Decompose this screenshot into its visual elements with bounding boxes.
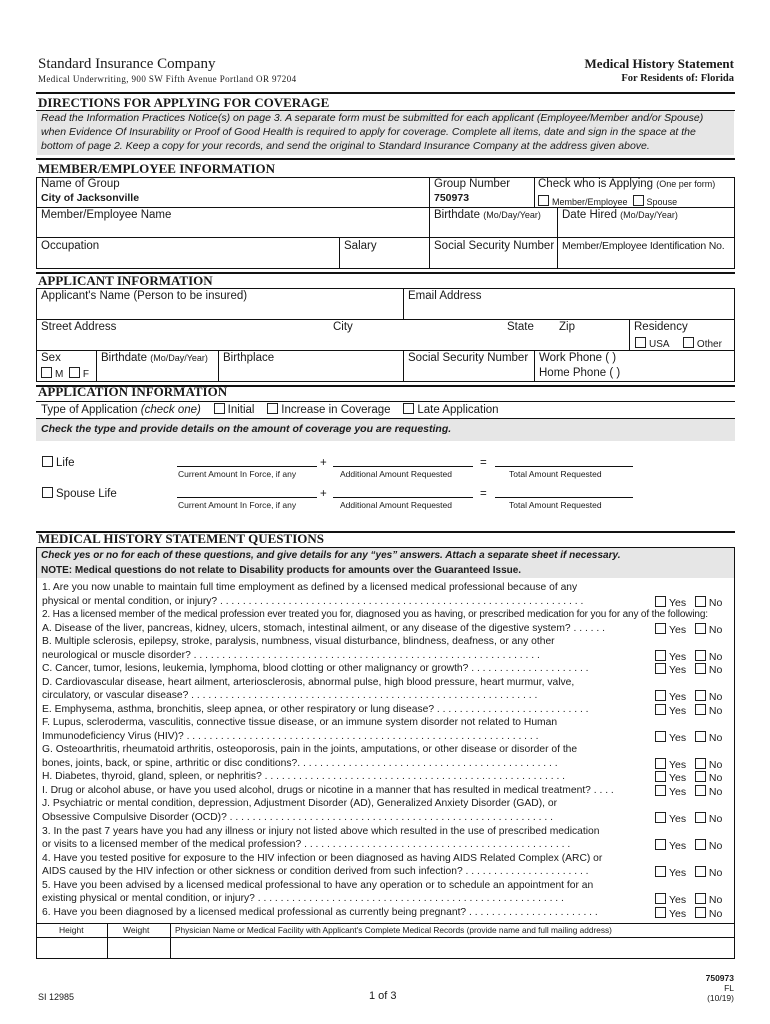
weight-field[interactable] bbox=[108, 938, 170, 958]
female-option: F bbox=[82, 369, 90, 380]
spouse-total-field[interactable] bbox=[495, 497, 633, 498]
yes-label: Yes bbox=[669, 813, 687, 825]
question-line: G. Osteoarthritis, rheumatoid arthritis, osteoporosis, pain in the joints, amputations, or other disease or disorder of the bbox=[42, 744, 578, 755]
date-hired-format: (Mo/Day/Year) bbox=[620, 210, 678, 220]
yes-no-group bbox=[655, 650, 722, 663]
no-label: No bbox=[708, 786, 723, 798]
row-line bbox=[36, 923, 735, 924]
directions-line: Read the Information Practices Notice(s) on page 3. A separate form must be submitted for each applicant (Employee/Member and/or Spouse) bbox=[41, 112, 704, 124]
group-name-label: Name of Group bbox=[41, 178, 120, 190]
yes-no-group bbox=[655, 623, 722, 636]
row-line bbox=[36, 401, 735, 402]
weight-label: Weight bbox=[123, 925, 150, 935]
medical-section-title: MEDICAL HISTORY STATEMENT QUESTIONS bbox=[38, 531, 324, 546]
yes-no-group bbox=[655, 893, 722, 906]
check-who-note: (One per form) bbox=[656, 179, 716, 189]
spouse-additional-field[interactable] bbox=[333, 497, 473, 498]
row-line bbox=[36, 350, 735, 351]
yes-label: Yes bbox=[669, 840, 687, 852]
male-option: M bbox=[55, 369, 64, 380]
yes-label: Yes bbox=[669, 664, 687, 676]
member-info-box bbox=[36, 177, 735, 269]
col-line bbox=[339, 237, 340, 269]
yes-checkbox[interactable] bbox=[655, 731, 666, 742]
member-employee-checkbox[interactable] bbox=[538, 195, 549, 206]
no-label: No bbox=[708, 691, 723, 703]
spouse-current-field[interactable] bbox=[177, 497, 317, 498]
male-checkbox[interactable] bbox=[41, 367, 52, 378]
question-line: 2. Has a licensed member of the medical profession ever treated you for, diagnosed you as having, or prescribed medication for you for any of the following: bbox=[42, 609, 708, 620]
yes-no-group bbox=[655, 731, 722, 744]
question-line: AIDS caused by the HIV infection or other sickness or condition derived from such infection? . . . . . . . . . . . . . . . . . . . . . . bbox=[42, 866, 589, 877]
no-checkbox[interactable] bbox=[695, 785, 706, 796]
date-hired-label: Date Hired bbox=[562, 209, 617, 221]
yes-label: Yes bbox=[669, 786, 687, 798]
question-line: I. Drug or alcohol abuse, or have you used alcohol, drugs or nicotine in a manner that has resulted in medical treatment? . . . . bbox=[42, 785, 614, 796]
life-total-field[interactable] bbox=[495, 466, 633, 467]
col-line bbox=[403, 350, 404, 382]
application-instruction: Check the type and provide details on the amount of coverage you are requesting. bbox=[41, 423, 452, 435]
usa-option: USA bbox=[649, 339, 670, 350]
type-of-application-label: Type of Application bbox=[41, 404, 138, 416]
birthplace-label: Birthplace bbox=[223, 352, 275, 364]
other-checkbox[interactable] bbox=[683, 337, 694, 348]
yes-checkbox[interactable] bbox=[655, 866, 666, 877]
no-checkbox[interactable] bbox=[695, 596, 706, 607]
form-title: Medical History Statement bbox=[584, 56, 734, 71]
no-label: No bbox=[708, 651, 723, 663]
female-checkbox[interactable] bbox=[69, 367, 80, 378]
yes-no-group bbox=[655, 866, 722, 879]
yes-checkbox[interactable] bbox=[655, 758, 666, 769]
no-checkbox[interactable] bbox=[695, 663, 706, 674]
usa-checkbox[interactable] bbox=[635, 337, 646, 348]
company-name: Standard Insurance Company bbox=[38, 56, 216, 72]
directions-line: bottom of page 2. Keep a copy for your records, and send the original to Standard Insurance Company at the address given above. bbox=[41, 139, 650, 152]
height-label: Height bbox=[59, 925, 84, 935]
yes-label: Yes bbox=[669, 867, 687, 879]
no-label: No bbox=[708, 908, 723, 920]
col-line bbox=[557, 207, 558, 269]
col-line bbox=[534, 350, 535, 382]
question-line: 6. Have you been diagnosed by a licensed medical professional as currently being pregnant? . . . . . . . . . . . . . . . . . . . . . . . bbox=[42, 907, 598, 918]
initial-checkbox[interactable] bbox=[214, 403, 225, 414]
life-label: Life bbox=[56, 457, 75, 469]
question-line: 3. In the past 7 years have you had any illness or injury not listed above which resulted in the use of prescribed medication bbox=[42, 826, 600, 837]
company-address: Medical Underwriting, 900 SW Fifth Avenue Portland OR 97204 bbox=[38, 74, 297, 84]
yes-checkbox[interactable] bbox=[655, 690, 666, 701]
spouse-life-label: Spouse Life bbox=[56, 488, 117, 500]
yes-checkbox[interactable] bbox=[655, 812, 666, 823]
no-label: No bbox=[708, 840, 723, 852]
life-additional-field[interactable] bbox=[333, 466, 473, 467]
question-line: 1. Are you now unable to maintain full time employment as defined by a licensed medical professional because of any bbox=[42, 582, 578, 593]
medical-note: NOTE: Medical questions do not relate to Disability products for amounts over the Guaranteed Issue. bbox=[41, 565, 522, 576]
yes-label: Yes bbox=[669, 759, 687, 771]
group-number-value[interactable]: 750973 bbox=[434, 192, 470, 204]
group-number-label: Group Number bbox=[434, 178, 511, 190]
col-line bbox=[218, 350, 219, 382]
row-line bbox=[36, 237, 735, 238]
work-phone-label: Work Phone ( ) bbox=[539, 352, 617, 364]
yes-no-group bbox=[655, 690, 722, 703]
no-checkbox[interactable] bbox=[695, 893, 706, 904]
occupation-label: Occupation bbox=[41, 240, 100, 252]
no-checkbox[interactable] bbox=[695, 650, 706, 661]
no-label: No bbox=[708, 813, 723, 825]
life-current-field[interactable] bbox=[177, 466, 317, 467]
birthdate-format: (Mo/Day/Year) bbox=[483, 210, 541, 220]
no-checkbox[interactable] bbox=[695, 771, 706, 782]
yes-checkbox[interactable] bbox=[655, 785, 666, 796]
member-ssn-label: Social Security Number bbox=[434, 240, 555, 252]
no-checkbox[interactable] bbox=[695, 866, 706, 877]
footer-code: 750973 bbox=[705, 973, 734, 983]
row-line bbox=[36, 207, 735, 208]
applicant-info-box bbox=[36, 288, 735, 382]
yes-no-group bbox=[655, 596, 722, 609]
question-line: physical or mental condition, or injury? . . . . . . . . . . . . . . . . . . . . . . . . . . . . . . . . . . . . . . . . . . . . . . . . . . . . . . . . . . . . . . . . bbox=[42, 596, 584, 607]
directions-title: DIRECTIONS FOR APPLYING FOR COVERAGE bbox=[38, 95, 330, 110]
form-id: SI 12985 bbox=[38, 992, 75, 1002]
divider bbox=[36, 110, 735, 111]
question-line: A. Disease of the liver, pancreas, kidney, ulcers, stomach, intestinal ailment, or any disease of the digestive system? . . . . . . bbox=[42, 623, 605, 634]
street-label: Street Address bbox=[41, 321, 117, 333]
question-line: or visits to a licensed member of the medical profession? . . . . . . . . . . . . . . . . . . . . . . . . . . . . . . . . . . . . . . . . . . . . . . . bbox=[42, 839, 571, 850]
question-line: 5. Have you been advised by a licensed medical professional to have any operation or to schedule an appointment for an bbox=[42, 880, 594, 891]
no-checkbox[interactable] bbox=[695, 690, 706, 701]
form-subtitle: For Residents of: Florida bbox=[621, 73, 734, 84]
yes-label: Yes bbox=[669, 705, 687, 717]
yes-label: Yes bbox=[669, 908, 687, 920]
physician-label: Physician Name or Medical Facility with Applicant's Complete Medical Records (provide name and full mailing address) bbox=[175, 925, 612, 935]
no-label: No bbox=[708, 597, 723, 609]
residency-label: Residency bbox=[634, 321, 688, 333]
question-line: J. Psychiatric or mental condition, depression, Adjustment Disorder (AD), Generalized Anxiety Disorder (GAD), or bbox=[42, 798, 558, 809]
yes-label: Yes bbox=[669, 894, 687, 906]
increase-checkbox[interactable] bbox=[267, 403, 278, 414]
member-id-label: Member/Employee Identification No. bbox=[562, 240, 725, 252]
question-line: H. Diabetes, thyroid, gland, spleen, or nephritis? . . . . . . . . . . . . . . . . . . . . . . . . . . . . . . . . . . . . . . . . . . . . . . . . . . . . . bbox=[42, 771, 566, 782]
yes-label: Yes bbox=[669, 651, 687, 663]
question-line: Obsessive Compulsive Disorder (OCD)? . . . . . . . . . . . . . . . . . . . . . . . . . . . . . . . . . . . . . . . . . . . . . . . . . . . . . . . . . bbox=[42, 812, 553, 823]
question-line: F. Lupus, scleroderma, vasculitis, connective tissue disease, or an immune system disorder not related to Human bbox=[42, 717, 558, 728]
question-line: bones, joints, back, or spine, arthritic or disc conditions?. . . . . . . . . . . . . . . . . . . . . . . . . . . . . . . . . . . . . . . . . . . . . . bbox=[42, 758, 558, 769]
total-caption: Total Amount Requested bbox=[509, 469, 602, 479]
plus-sign: + bbox=[320, 457, 327, 469]
no-label: No bbox=[708, 732, 723, 744]
yes-checkbox[interactable] bbox=[655, 839, 666, 850]
question-line: E. Emphysema, asthma, bronchitis, sleep apnea, or other respiratory or lung disease? . . . . . . . . . . . . . . . . . . . . . . . . . . . bbox=[42, 704, 589, 715]
other-option: Other bbox=[696, 339, 722, 350]
page-number: 1 of 3 bbox=[369, 990, 397, 1002]
member-name-label: Member/Employee Name bbox=[41, 209, 172, 221]
applicant-birthdate-format: (Mo/Day/Year) bbox=[150, 353, 208, 363]
state-label: State bbox=[507, 321, 534, 333]
yes-checkbox[interactable] bbox=[655, 893, 666, 904]
yes-checkbox[interactable] bbox=[655, 663, 666, 674]
sex-label: Sex bbox=[41, 352, 61, 364]
spouse-option: Spouse bbox=[646, 197, 678, 207]
height-field[interactable] bbox=[37, 938, 107, 958]
life-checkbox[interactable] bbox=[42, 456, 53, 467]
spouse-checkbox[interactable] bbox=[633, 195, 644, 206]
question-line: circulatory, or vascular disease? . . . . . . . . . . . . . . . . . . . . . . . . . . . . . . . . . . . . . . . . . . . . . . . . . . . . . . . . . . . . . bbox=[42, 690, 538, 701]
email-label: Email Address bbox=[408, 290, 482, 302]
col-line bbox=[403, 288, 404, 319]
yes-checkbox[interactable] bbox=[655, 704, 666, 715]
physician-field[interactable] bbox=[171, 938, 734, 958]
plus-sign: + bbox=[320, 488, 327, 500]
no-label: No bbox=[708, 705, 723, 717]
row-line bbox=[36, 319, 735, 320]
yes-label: Yes bbox=[669, 691, 687, 703]
yes-no-group bbox=[655, 704, 722, 717]
applicant-ssn-label: Social Security Number bbox=[408, 352, 529, 364]
spouse-life-checkbox[interactable] bbox=[42, 487, 53, 498]
yes-label: Yes bbox=[669, 624, 687, 636]
directions-box bbox=[37, 111, 734, 155]
question-line: D. Cardiovascular disease, heart ailment, arteriosclerosis, abnormal pulse, high blood pressure, heart murmur, valve, bbox=[42, 677, 575, 688]
footer-state: FL bbox=[724, 983, 734, 993]
no-checkbox[interactable] bbox=[695, 812, 706, 823]
check-who-label: Check who is Applying bbox=[538, 178, 654, 190]
late-application-option: Late Application bbox=[417, 404, 499, 416]
col-line bbox=[96, 350, 97, 382]
no-checkbox[interactable] bbox=[695, 758, 706, 769]
applicant-section-title: APPLICANT INFORMATION bbox=[38, 273, 213, 288]
yes-label: Yes bbox=[669, 772, 687, 784]
question-line: neurological or muscle disorder? . . . . . . . . . . . . . . . . . . . . . . . . . . . . . . . . . . . . . . . . . . . . . . . . . . . . . . . . . . . . . bbox=[42, 650, 540, 661]
total-caption: Total Amount Requested bbox=[509, 500, 602, 510]
no-label: No bbox=[708, 624, 723, 636]
additional-caption: Additional Amount Requested bbox=[340, 469, 452, 479]
no-checkbox[interactable] bbox=[695, 623, 706, 634]
member-section-title: MEMBER/EMPLOYEE INFORMATION bbox=[38, 161, 276, 176]
equals-sign: = bbox=[480, 488, 487, 500]
current-caption: Current Amount In Force, if any bbox=[178, 469, 297, 479]
yes-checkbox[interactable] bbox=[655, 650, 666, 661]
zip-label: Zip bbox=[559, 321, 575, 333]
birthdate-label: Birthdate bbox=[434, 209, 481, 221]
no-checkbox[interactable] bbox=[695, 731, 706, 742]
yes-no-group bbox=[655, 812, 722, 825]
divider bbox=[36, 158, 735, 160]
no-label: No bbox=[708, 894, 723, 906]
question-line: C. Cancer, tumor, lesions, leukemia, lymphoma, blood clotting or other malignancy or growth? . . . . . . . . . . . . . . . . . . . . . bbox=[42, 663, 589, 674]
applicant-birthdate-label: Birthdate bbox=[101, 352, 148, 364]
question-line: 4. Have you tested positive for exposure to the HIV infection or been diagnosed as having AIDS Related Complex (ARC) or bbox=[42, 853, 603, 864]
question-line: existing physical or mental condition, or injury? . . . . . . . . . . . . . . . . . . . . . . . . . . . . . . . . . . . . . . . . . . . . . . . . . . . . . . bbox=[42, 893, 564, 904]
yes-label: Yes bbox=[669, 732, 687, 744]
no-label: No bbox=[708, 664, 723, 676]
no-label: No bbox=[708, 772, 723, 784]
salary-label: Salary bbox=[344, 240, 377, 252]
yes-no-group bbox=[655, 771, 722, 784]
initial-option: Initial bbox=[227, 404, 255, 416]
yes-checkbox[interactable] bbox=[655, 596, 666, 607]
footer-date: (10/19) bbox=[707, 993, 734, 1003]
late-application-checkbox[interactable] bbox=[403, 403, 414, 414]
col-line bbox=[534, 177, 535, 207]
yes-checkbox[interactable] bbox=[655, 623, 666, 634]
yes-no-group bbox=[655, 785, 722, 798]
type-of-application-note: (check one) bbox=[140, 404, 201, 416]
increase-option: Increase in Coverage bbox=[281, 404, 391, 416]
equals-sign: = bbox=[480, 457, 487, 469]
home-phone-label: Home Phone ( ) bbox=[539, 367, 621, 379]
additional-caption: Additional Amount Requested bbox=[340, 500, 452, 510]
yes-checkbox[interactable] bbox=[655, 907, 666, 918]
no-label: No bbox=[708, 867, 723, 879]
applicant-name-label: Applicant's Name (Person to be insured) bbox=[41, 290, 248, 302]
directions-line: when Evidence Of Insurability or Proof of Good Health is required to apply for coverage. Complete all items, date and sign in the space at the bbox=[41, 125, 696, 138]
no-checkbox[interactable] bbox=[695, 839, 706, 850]
yes-no-group bbox=[655, 663, 722, 676]
no-label: No bbox=[708, 759, 723, 771]
yes-label: Yes bbox=[669, 597, 687, 609]
no-checkbox[interactable] bbox=[695, 907, 706, 918]
current-caption: Current Amount In Force, if any bbox=[178, 500, 297, 510]
yes-checkbox[interactable] bbox=[655, 771, 666, 782]
city-label: City bbox=[333, 321, 353, 333]
member-employee-option: Member/Employee bbox=[552, 197, 628, 207]
col-line bbox=[429, 177, 430, 269]
application-section-title: APPLICATION INFORMATION bbox=[38, 384, 228, 399]
col-line bbox=[629, 319, 630, 350]
yes-no-group bbox=[655, 907, 722, 920]
yes-no-group bbox=[655, 839, 722, 852]
medical-instruction: Check yes or no for each of these questions, and give details for any “yes” answers. Attach a separate sheet if necessary. bbox=[41, 550, 621, 561]
question-line: Immunodeficiency Virus (HIV)? . . . . . . . . . . . . . . . . . . . . . . . . . . . . . . . . . . . . . . . . . . . . . . . . . . . . . . . . . . . . . . bbox=[42, 731, 539, 742]
divider bbox=[36, 92, 735, 94]
yes-no-group bbox=[655, 758, 722, 771]
group-name-value[interactable]: City of Jacksonville bbox=[41, 192, 140, 204]
question-line: B. Multiple sclerosis, epilepsy, stroke, paralysis, numbness, visual disturbance, blindness, deafness, or any other bbox=[42, 636, 555, 647]
no-checkbox[interactable] bbox=[695, 704, 706, 715]
